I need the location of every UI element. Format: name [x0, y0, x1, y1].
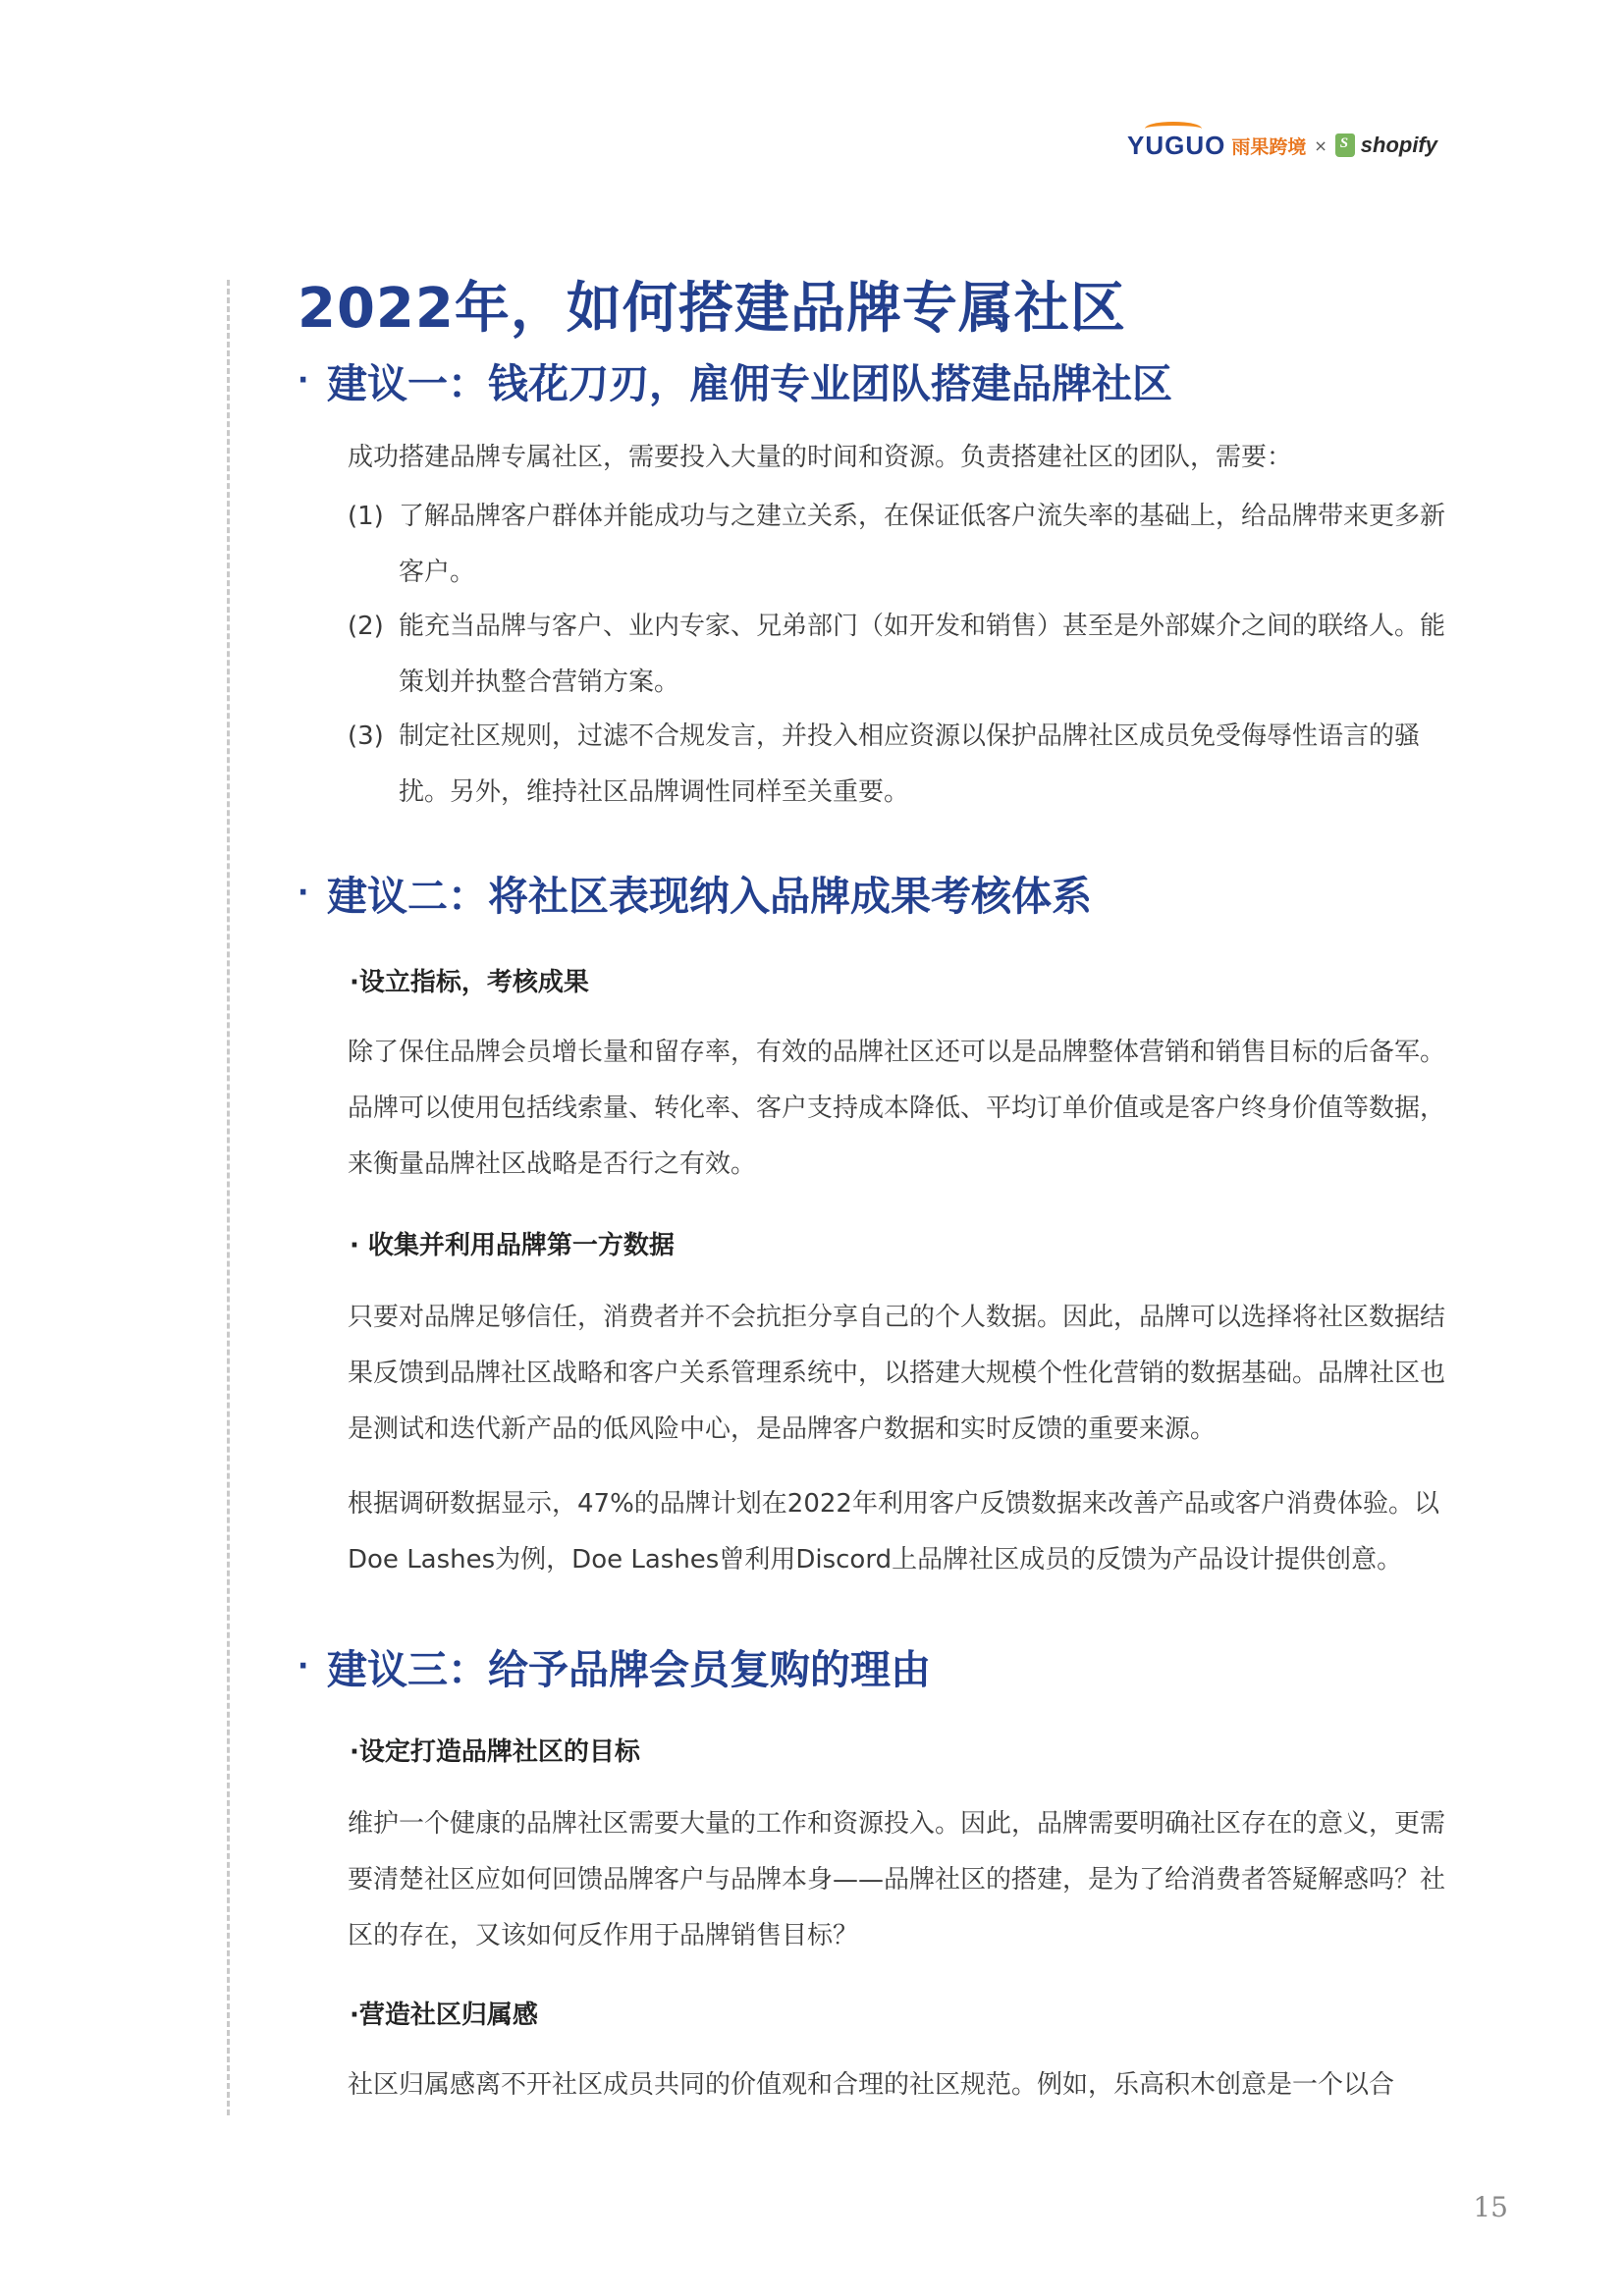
- list-item-text: 制定社区规则，过滤不合规发言，并投入相应资源以保护品牌社区成员免受侮辱性语言的骚扰。另外，维持社区品牌调性同样至关重要。: [399, 721, 1421, 807]
- bullet-dot: ·: [298, 876, 309, 910]
- times-sign: ×: [1314, 135, 1327, 155]
- list-item: [348, 599, 1447, 711]
- list-item-text: 了解品牌客户群体并能成功与之建立关系，在保证低客户流失率的基础上，给品牌带来更多新客户。: [399, 502, 1446, 587]
- subheading: · 收集并利用品牌第一方数据: [350, 1231, 675, 1260]
- list-item: [348, 709, 1447, 821]
- section-heading-1: [298, 351, 1172, 409]
- section-heading-text: 建议二：将社区表现纳入品牌成果考核体系: [327, 873, 1092, 920]
- list-item-number: (3): [348, 721, 384, 751]
- section-heading-2: [298, 864, 1092, 922]
- yuguo-logo: YUGUO: [1127, 130, 1226, 160]
- header-logo: [1127, 126, 1437, 165]
- list-item: [348, 489, 1447, 601]
- section-1-intro: 成功搭建品牌专属社区，需要投入大量的时间和资源。负责搭建社区的团队，需要：: [348, 443, 1293, 472]
- paragraph: 维护一个健康的品牌社区需要大量的工作和资源投入。因此，品牌需要明确社区存在的意义，更需要清楚社区应如何回馈品牌客户与品牌本身——品牌社区的搭建，是为了给消费者答疑解惑吗？社区的存在，又该如何反作用于品牌销售目标？: [348, 1809, 1446, 1950]
- subheading: ·设定打造品牌社区的目标: [350, 1737, 640, 1767]
- section-heading-3: [298, 1637, 931, 1695]
- subheading: ·营造社区归属感: [350, 2001, 538, 2030]
- section-heading-text: 建议三：给予品牌会员复购的理由: [327, 1646, 931, 1693]
- page-number: 15: [1473, 2191, 1508, 2223]
- page-title: 2022年，如何搭建品牌专属社区: [298, 277, 1126, 341]
- shopify-bag-icon: [1335, 133, 1355, 157]
- paragraph: 社区归属感离不开社区成员共同的价值观和合理的社区规范。例如，乐高积木创意是一个以合: [348, 2070, 1395, 2100]
- list-item-number: (1): [348, 502, 384, 531]
- dashed-margin-line: [227, 280, 230, 2115]
- list-item-number: (2): [348, 612, 384, 641]
- yuguo-cn-logo: 雨果跨境: [1231, 135, 1307, 158]
- paragraph: 只要对品牌足够信任，消费者并不会抗拒分享自己的个人数据。因此，品牌可以选择将社区数据结果反馈到品牌社区战略和客户关系管理系统中，以搭建大规模个性化营销的数据基础。品牌社区也是测试和迭代新产品的低风险中心，是品牌客户数据和实时反馈的重要来源。: [348, 1303, 1446, 1444]
- paragraph: 除了保住品牌会员增长量和留存率，有效的品牌社区还可以是品牌整体营销和销售目标的后备军。品牌可以使用包括线索量、转化率、客户支持成本降低、平均订单价值或是客户终身价值等数据，来衡量品牌社区战略是否行之有效。: [348, 1038, 1446, 1179]
- list-item-text: 能充当品牌与客户、业内专家、兄弟部门（如开发和销售）甚至是外部媒介之间的联络人。能策划并执整合营销方案。: [399, 612, 1446, 697]
- shopify-logo: shopify: [1360, 133, 1437, 157]
- section-heading-text: 建议一：钱花刀刃，雇佣专业团队搭建品牌社区: [327, 360, 1172, 407]
- paragraph: 根据调研数据显示，47%的品牌计划在2022年利用客户反馈数据来改善产品或客户消费体验。以Doe Lashes为例，Doe Lashes曾利用Discord上品牌社区成员的反馈为产品设计提供创意。: [348, 1489, 1439, 1575]
- bullet-dot: ·: [298, 1649, 309, 1683]
- bullet-dot: ·: [298, 363, 309, 398]
- subheading: ·设立指标，考核成果: [350, 968, 589, 997]
